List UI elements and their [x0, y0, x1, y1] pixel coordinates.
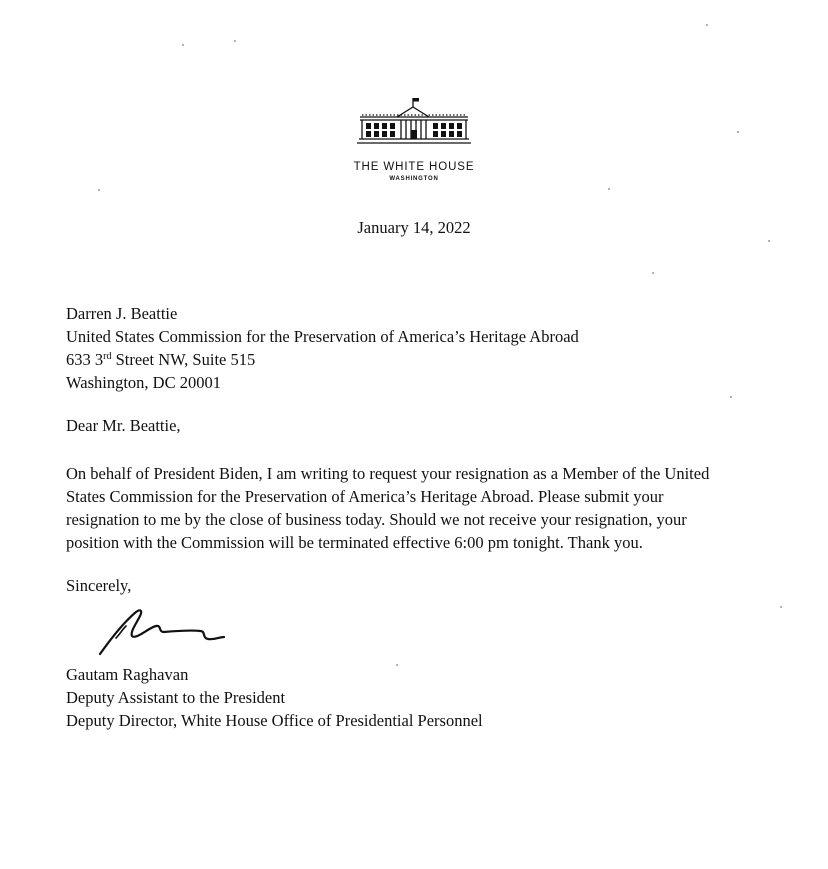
handwritten-signature: [96, 600, 236, 660]
scan-speck: [234, 40, 236, 42]
recipient-street: [66, 348, 579, 371]
scan-speck: [737, 131, 739, 133]
scan-speck: [182, 44, 184, 46]
signer-name: Gautam Raghavan: [66, 665, 189, 684]
scan-speck: [98, 189, 100, 191]
body-line: position with the Commission will be terminated effective 6:00 pm tonight. Thank you.: [66, 533, 643, 552]
street-rest: Street NW, Suite 515: [111, 350, 256, 369]
recipient-city: Washington, DC 20001: [66, 373, 221, 392]
body-line: On behalf of President Biden, I am writing to request your resignation as a Member of the United: [66, 464, 710, 483]
letterhead-name: THE WHITE HOUSE: [353, 161, 475, 173]
body-line: States Commission for the Preservation of America’s Heritage Abroad. Please submit your: [66, 487, 664, 506]
body-line: resignation to me by the close of business today. Should we not receive your resignation, your: [66, 510, 687, 529]
signer-block: [66, 663, 483, 732]
street-number: 633 3: [66, 350, 104, 369]
scan-speck: [768, 240, 770, 242]
scan-speck: [780, 606, 782, 608]
letterhead: [330, 95, 498, 182]
scan-speck: [706, 24, 708, 26]
street-ordinal: rd: [103, 351, 112, 362]
scan-speck: [608, 188, 610, 190]
letterhead-subtitle: WASHINGTON: [389, 176, 439, 182]
recipient-name: Darren J. Beattie: [66, 304, 178, 323]
recipient-address: [66, 302, 579, 394]
salutation: Dear Mr. Beattie,: [66, 416, 181, 435]
signer-title: Deputy Director, White House Office of Presidential Personnel: [66, 711, 483, 730]
letter-date: January 14, 2022: [357, 218, 471, 237]
white-house-seal: [357, 95, 471, 147]
scan-speck: [652, 272, 654, 274]
letter-body: [66, 462, 786, 554]
recipient-organization: United States Commission for the Preservation of America’s Heritage Abroad: [66, 327, 579, 346]
signer-title: Deputy Assistant to the President: [66, 688, 286, 707]
closing: Sincerely,: [66, 576, 132, 595]
scan-speck: [730, 396, 732, 398]
